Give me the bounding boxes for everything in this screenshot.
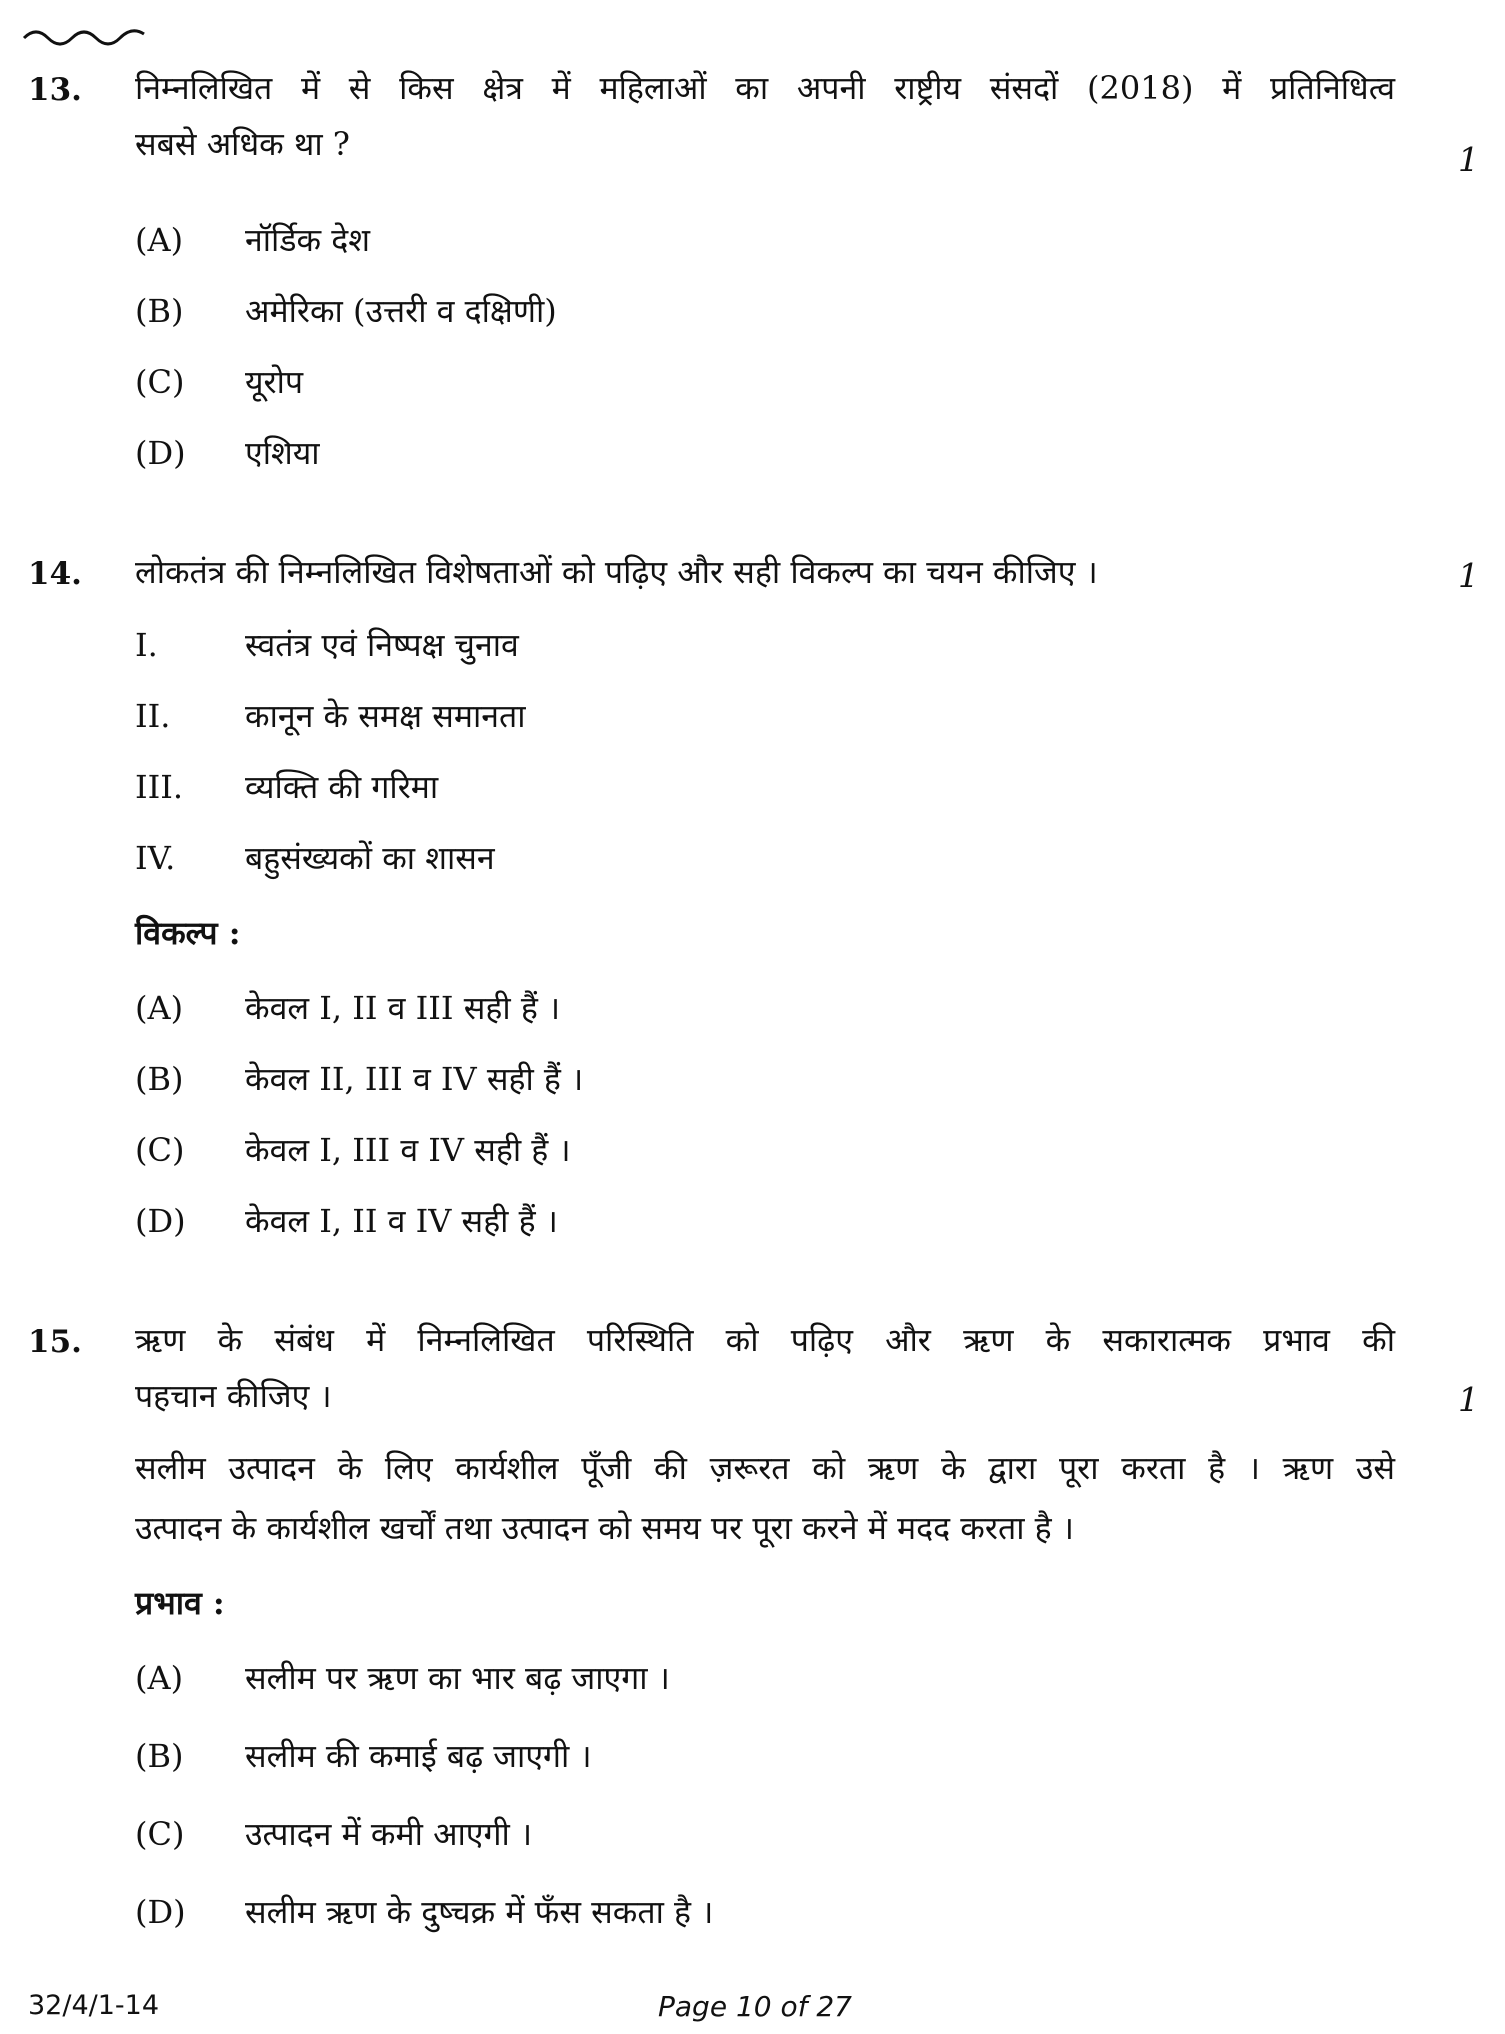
option-label: (C)	[135, 363, 185, 401]
option-b	[135, 286, 557, 336]
statement-label: I.	[135, 626, 158, 664]
option-a	[135, 215, 370, 265]
statement-text: स्वतंत्र एवं निष्पक्ष चुनाव	[245, 626, 519, 664]
option-label: (D)	[135, 434, 186, 472]
option-text: सलीम ऋण के दुष्चक्र में फँस सकता है ।	[245, 1893, 714, 1931]
statement-label: III.	[135, 768, 184, 806]
option-text: केवल I, III व IV सही हैं ।	[245, 1131, 571, 1169]
option-label: (D)	[135, 1202, 186, 1240]
statement-text: व्यक्ति की गरिमा	[245, 768, 439, 806]
marks-label: 1	[1458, 556, 1479, 595]
option-label: (B)	[135, 1737, 184, 1775]
option-text: केवल I, II व IV सही हैं ।	[245, 1202, 558, 1240]
question-text-line-2: सबसे अधिक था ?	[135, 125, 350, 163]
option-text: सलीम की कमाई बढ़ जाएगी ।	[245, 1737, 592, 1775]
statement-label: IV.	[135, 839, 176, 877]
question-number: 13.	[28, 72, 82, 108]
option-text: केवल I, II व III सही हैं ।	[245, 989, 561, 1027]
option-label: (C)	[135, 1131, 185, 1169]
option-label: (A)	[135, 1659, 184, 1697]
option-c	[135, 1125, 571, 1175]
question-text-line-1: लोकतंत्र की निम्नलिखित विशेषताओं को पढ़िए और सही विकल्प का चयन कीजिए ।	[135, 553, 1098, 591]
option-label: (A)	[135, 989, 184, 1027]
statement-4	[135, 833, 495, 883]
statement-3	[135, 762, 438, 812]
statement-1	[135, 620, 519, 670]
option-text: नॉर्डिक देश	[245, 221, 370, 259]
option-text: उत्पादन में कमी आएगी ।	[245, 1815, 533, 1853]
statement-text: बहुसंख्यकों का शासन	[245, 839, 495, 877]
statement-2	[135, 691, 526, 741]
option-text: सलीम पर ऋण का भार बढ़ जाएगा ।	[245, 1659, 670, 1697]
options-heading: विकल्प :	[135, 914, 241, 952]
statement-label: II.	[135, 697, 171, 735]
marks-label: 1	[1458, 140, 1479, 179]
option-b	[135, 1054, 583, 1104]
question-number: 14.	[28, 556, 82, 592]
question-text-line-2: पहचान कीजिए ।	[135, 1377, 332, 1415]
option-c	[135, 1809, 532, 1859]
option-label: (D)	[135, 1893, 186, 1931]
option-label: (C)	[135, 1815, 185, 1853]
paper-code: 32/4/1-14	[28, 1990, 160, 2021]
question-number: 15.	[28, 1324, 82, 1360]
option-d	[135, 1887, 713, 1937]
squiggle-mark-icon	[22, 20, 162, 50]
question-text-line-1: निम्नलिखित में से किस क्षेत्र में महिलाओं का अपनी राष्ट्रीय संसदों (2018) में प्रतिनिधित्व	[135, 69, 1395, 107]
statement-text: कानून के समक्ष समानता	[245, 697, 526, 735]
option-a	[135, 1653, 670, 1703]
page-number: Page 10 of 27	[658, 1990, 852, 2023]
marks-label: 1	[1458, 1380, 1479, 1419]
option-a	[135, 983, 560, 1033]
effects-heading: प्रभाव :	[135, 1584, 225, 1622]
option-label: (A)	[135, 221, 184, 259]
option-text: यूरोप	[245, 363, 304, 401]
option-c	[135, 357, 303, 407]
option-d	[135, 1196, 558, 1246]
passage-line-1: सलीम उत्पादन के लिए कार्यशील पूँजी की ज़रूरत को ऋण के द्वारा पूरा करता है । ऋण उसे	[135, 1449, 1395, 1487]
option-text: केवल II, III व IV सही हैं ।	[245, 1060, 584, 1098]
option-label: (B)	[135, 292, 184, 330]
option-text: एशिया	[245, 434, 320, 472]
option-b	[135, 1731, 592, 1781]
option-label: (B)	[135, 1060, 184, 1098]
passage-line-2: उत्पादन के कार्यशील खर्चों तथा उत्पादन को समय पर पूरा करने में मदद करता है ।	[135, 1509, 1074, 1547]
question-text-line-1: ऋण के संबंध में निम्नलिखित परिस्थिति को पढ़िए और ऋण के सकारात्मक प्रभाव की	[135, 1321, 1395, 1359]
option-text: अमेरिका (उत्तरी व दक्षिणी)	[245, 292, 557, 330]
option-d	[135, 428, 320, 478]
